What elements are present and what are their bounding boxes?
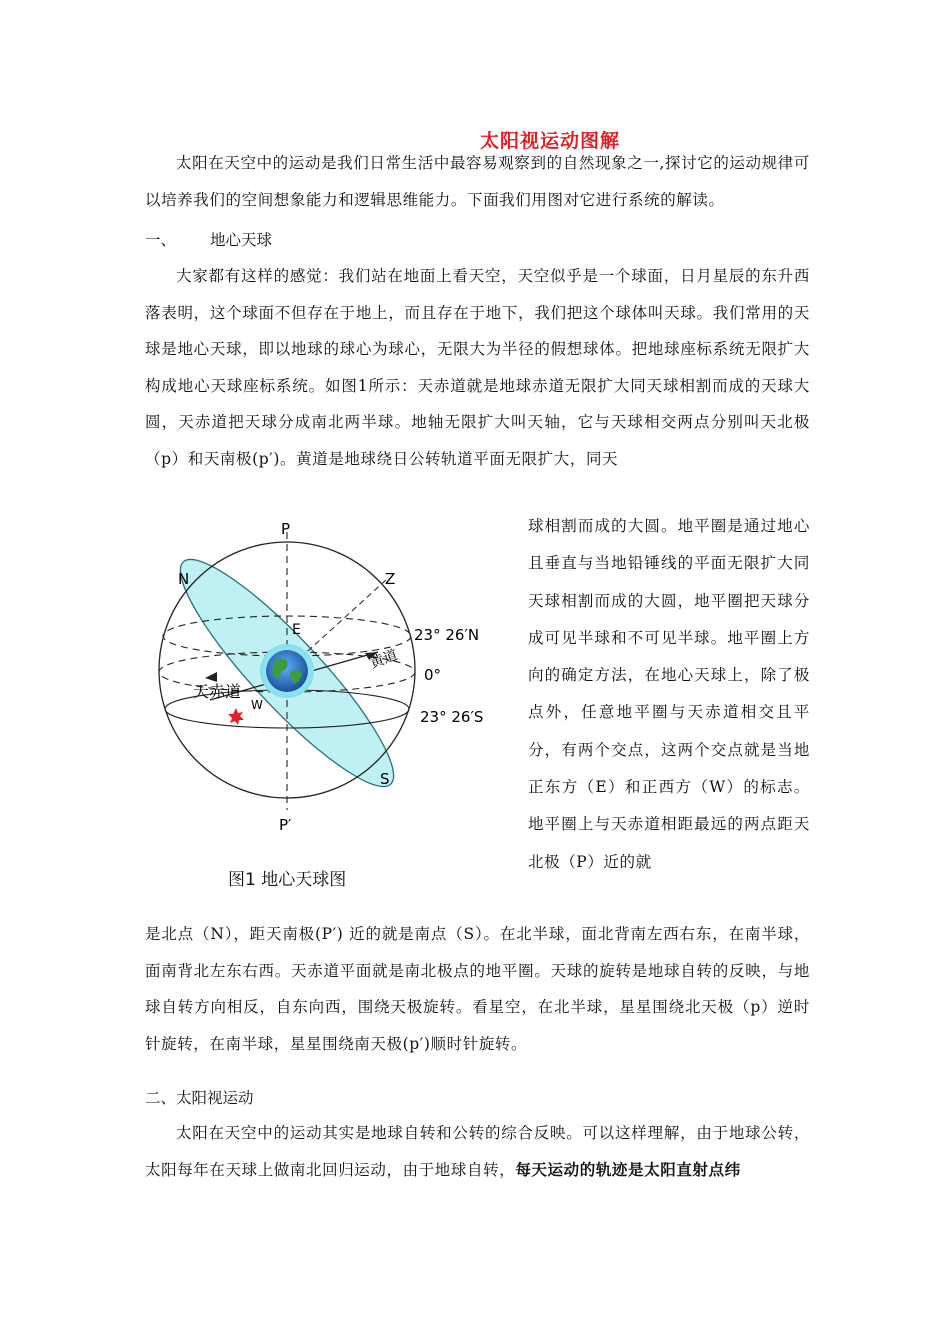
label-ecliptic: 黄道 <box>367 647 400 672</box>
earth-icon <box>260 644 314 698</box>
section1-paragraph-top: 大家都有这样的感觉：我们站在地面上看天空，天空似乎是一个球面，日月星辰的东升西落表明，这个球面不但存在于地上，而且存在于地下，我们把这个球体叫天球。我们常用的天球是地心天球，即以地球的球心为球心，无限大为半径的假想球体。把地球座标系统无限扩大构成地心天球座标系统。如图1所示：天赤道就是地球赤道无限扩大同天球相割而成的天球大圆，天赤道把天球分成南北两半球。地轴无限扩大叫天轴，它与天球相交两点分别叫天北极（p）和天南极(p′)。黄道是地球绕日公转轨道平面无限扩大，同天 <box>145 267 810 468</box>
label-south-point: S <box>380 770 390 788</box>
label-zenith: Z <box>385 570 396 588</box>
section1-title: 地心天球 <box>210 231 273 249</box>
equator-arrow-icon <box>205 672 217 682</box>
section2-paragraph-bold: 每天运动的轨迹是太阳直射点纬 <box>515 1159 741 1179</box>
section2-paragraph-text: 太阳在天空中的运动其实是地球自转和公转的综合反映。可以这样理解，由于地球公转，太阳每年在天球上做南北回归运动，由于地球自转， <box>145 1124 810 1179</box>
label-west: W <box>251 698 263 712</box>
label-latitude-north: 23° 26′N <box>414 626 480 644</box>
label-north-point: N <box>178 570 190 588</box>
section2-heading: 二、太阳视运动 <box>145 1089 254 1107</box>
sun-marker-icon <box>228 708 244 725</box>
label-latitude-south: 23° 26′S <box>420 708 484 726</box>
document-title: 太阳视运动图解 <box>479 130 620 152</box>
label-p-prime: P′ <box>279 816 292 834</box>
section2-paragraph <box>145 1115 810 1188</box>
intro-paragraph: 太阳在天空中的运动是我们日常生活中最容易观察到的自然现象之一,探讨它的运动规律可以培养我们的空间想象能力和逻辑思维能力。下面我们用图对它进行系统的解读。 <box>145 154 810 209</box>
section1-paragraph-wrap: 球相割而成的大圆。地平圈是通过地心且垂直与当地铅锤线的平面无限扩大同天球相割而成的大圆，地平圈把天球分成可见半球和不可见半球。地平圈上方向的确定方法，在地心天球上，除了极点外，任意地平圈与天赤道相交且平分，有两个交点，这两个交点就是当地正东方（E）和正西方（W）的标志。地平圈上与天赤道相距最远的两点距天北极（P）近的就 <box>528 517 810 871</box>
label-p: P <box>281 520 291 538</box>
label-equator-degree: 0° <box>424 666 442 684</box>
section1-paragraph-after: 是北点（N），距天南极(P′) 近的就是南点（S）。在北半球，面北背南左西右东，在南半球，面南背北左东右西。天赤道平面就是南北极点的地平圈。天球的旋转是地球自转的反映，与地球自转方向相反，自东向西，围绕天极旋转。看星空，在北半球，星星围绕北天极（p）逆时针旋转，在南半球，星星围绕南天极(p′)顺时针旋转。 <box>145 925 810 1053</box>
label-celestial-equator: 天赤道 <box>193 682 242 701</box>
celestial-sphere-diagram <box>150 512 522 842</box>
figure-caption: 图1 地心天球图 <box>228 870 347 890</box>
label-east: E <box>292 622 301 638</box>
celestial-sphere-figure <box>150 512 522 900</box>
section1-number: 一、 <box>145 231 177 249</box>
section1-heading <box>145 228 272 250</box>
